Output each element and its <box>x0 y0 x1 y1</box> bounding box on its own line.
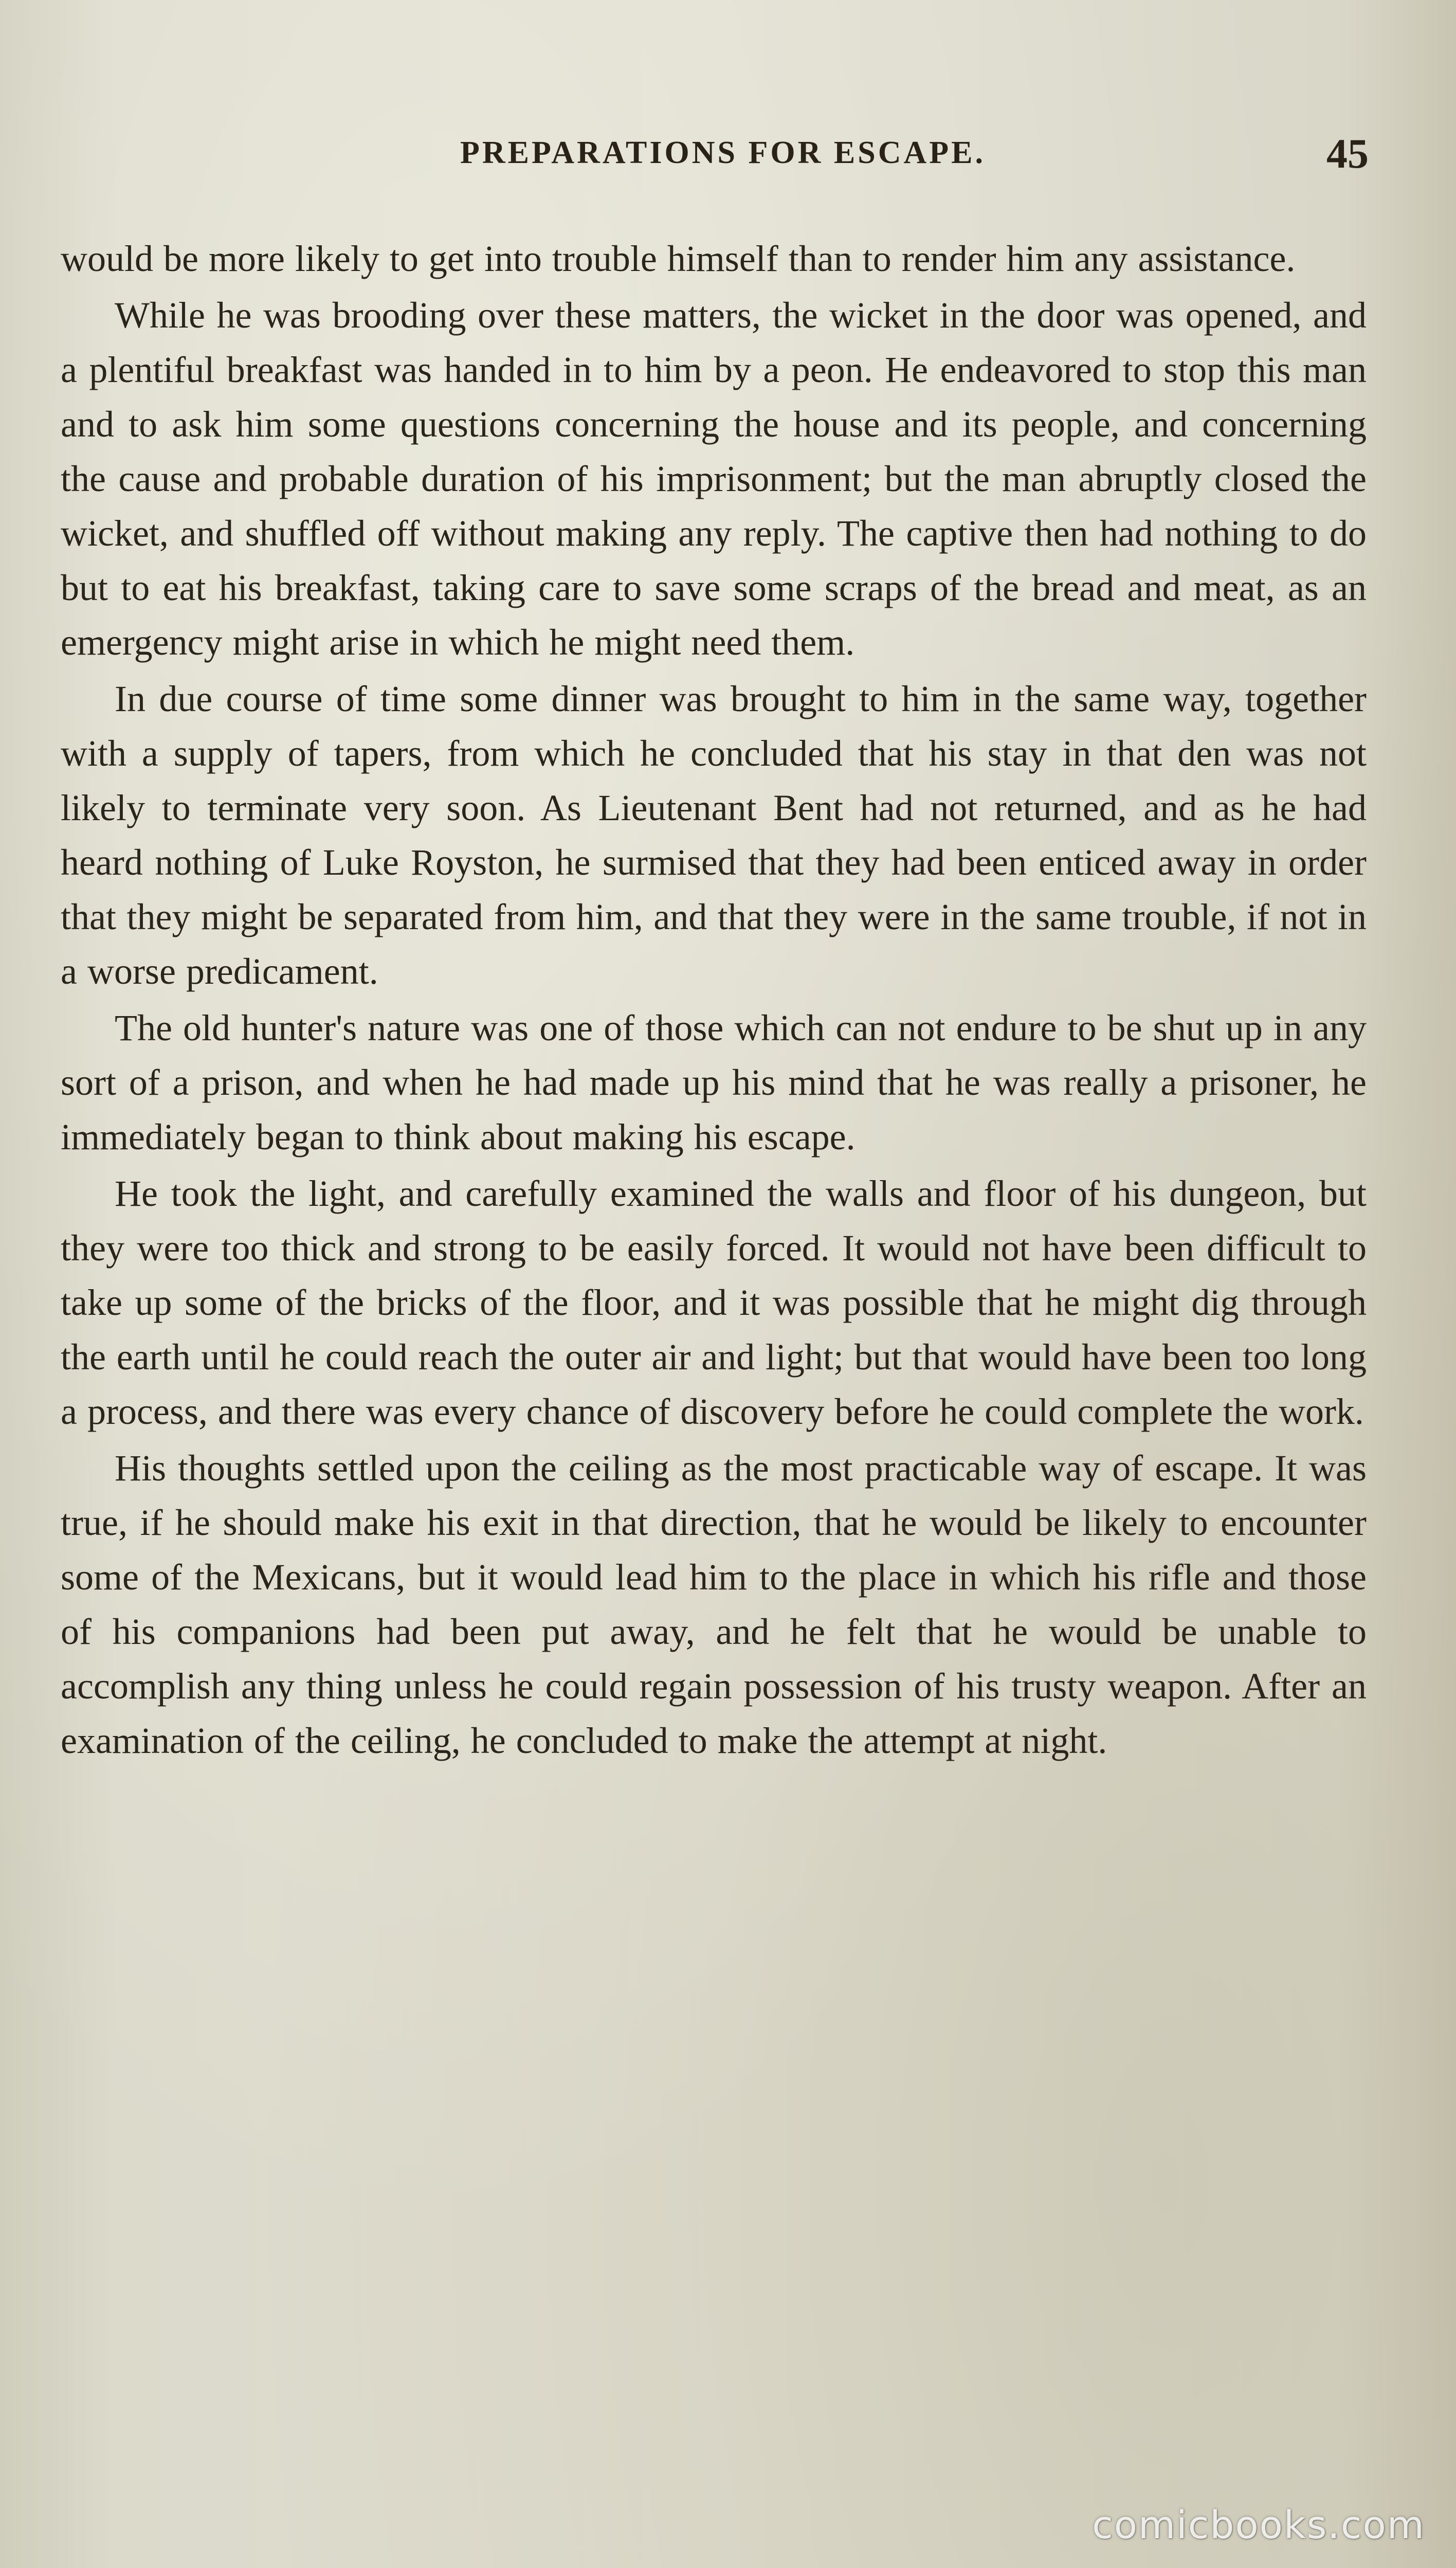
paragraph-5: He took the light, and carefully examined the walls and floor of his dungeon, but they were too thick and strong to be easily forced. It would not have been difficult to take up some of the bricks of the floor, and it was possible that he might dig through the earth until he could reach the outer air and light; but that would have been too long a process, and there was every chance of discovery before he could complete the work. <box>61 1173 1367 1432</box>
paragraph-1: would be more likely to get into trouble himself than to render him any assistance. <box>61 238 1296 279</box>
page-number: 45 <box>1326 130 1369 177</box>
paragraph-3: In due course of time some dinner was brought to him in the same way, together with a supply of tapers, from which he concluded that his stay in that den was not likely to terminate very soon. As Lieutenant Bent had not returned, and as he had heard nothing of Luke Royston, he surmised that they had been enticed away in order that they might be separated from him, and that they were in the same trouble, if not in a worse predicament. <box>61 678 1367 992</box>
watermark: comicbooks.com <box>1092 2503 1425 2547</box>
running-title: PREPARATIONS FOR ESCAPE. <box>460 135 986 170</box>
running-head <box>77 130 1369 181</box>
paragraph-6: His thoughts settled upon the ceiling as the most practicable way of escape. It was true, if he should make his exit in that direction, that he would be likely to encounter some of the Mexicans, but it would lead him to the place in which his rifle and those of his companions had been put away, and he felt that he would be unable to accomplish any thing unless he could regain possession of his trusty weapon. After an examination of the ceiling, he concluded to make the attempt at night. <box>61 1448 1367 1761</box>
paragraph-2: While he was brooding over these matters, the wicket in the door was opened, and a plentiful breakfast was handed in to him by a peon. He endeavored to stop this man and to ask him some questions concerning the house and its people, and concerning the cause and probable duration of his imprisonment; but the man abruptly closed the wicket, and shuffled off without making any reply. The captive then had nothing to do but to eat his breakfast, taking care to save some scraps of the bread and meat, as an emergency might arise in which he might need them. <box>61 295 1367 663</box>
paragraph-4: The old hunter's nature was one of those which can not endure to be shut up in any sort of a prison, and when he had made up his mind that he was really a prisoner, he immediately began to think about making his escape. <box>61 1007 1367 1158</box>
body-text <box>61 231 1367 1768</box>
